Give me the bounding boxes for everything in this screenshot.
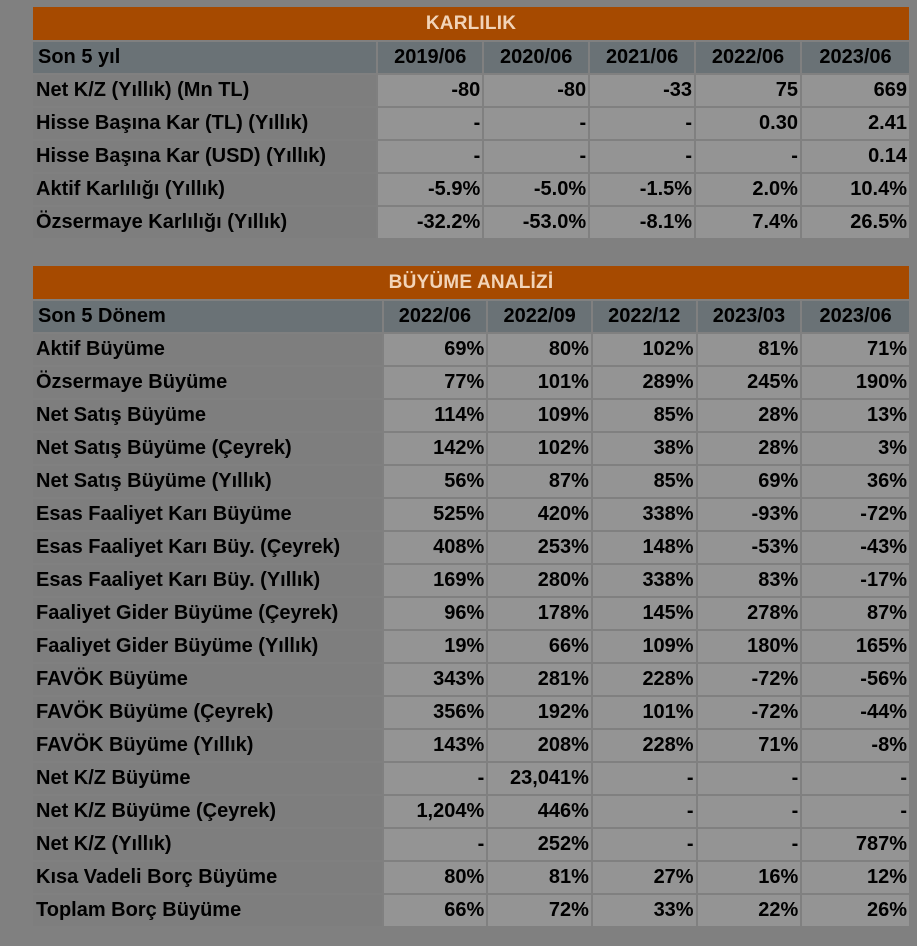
table-row bbox=[33, 207, 909, 238]
row-label: Esas Faaliyet Karı Büy. (Yıllık) bbox=[33, 565, 382, 596]
row-label: Net K/Z (Yıllık) bbox=[33, 829, 382, 860]
cell-value: 26% bbox=[802, 895, 909, 926]
cell-value: -33 bbox=[590, 75, 694, 106]
table-row bbox=[33, 334, 909, 365]
table-row bbox=[33, 75, 909, 106]
cell-value: 22% bbox=[698, 895, 801, 926]
cell-value: 2.0% bbox=[696, 174, 800, 205]
table-row bbox=[33, 631, 909, 662]
cell-value: -80 bbox=[378, 75, 482, 106]
row-label: FAVÖK Büyüme bbox=[33, 664, 382, 695]
cell-value: 71% bbox=[802, 334, 909, 365]
row-label: Net K/Z Büyüme bbox=[33, 763, 382, 794]
row-label: Özsermaye Büyüme bbox=[33, 367, 382, 398]
karlilik-column-header: 2019/06 bbox=[378, 42, 482, 73]
table-row bbox=[33, 174, 909, 205]
buyume-table bbox=[31, 299, 911, 928]
cell-value: 142% bbox=[384, 433, 487, 464]
cell-value: -72% bbox=[802, 499, 909, 530]
row-label: Aktif Karlılığı (Yıllık) bbox=[33, 174, 376, 205]
cell-value: 75 bbox=[696, 75, 800, 106]
cell-value: -72% bbox=[698, 664, 801, 695]
cell-value: - bbox=[593, 829, 696, 860]
row-label: Özsermaye Karlılığı (Yıllık) bbox=[33, 207, 376, 238]
cell-value: -72% bbox=[698, 697, 801, 728]
cell-value: 83% bbox=[698, 565, 801, 596]
table-row bbox=[33, 367, 909, 398]
cell-value: 143% bbox=[384, 730, 487, 761]
karlilik-title: KARLILIK bbox=[33, 7, 909, 40]
cell-value: 787% bbox=[802, 829, 909, 860]
cell-value: - bbox=[698, 763, 801, 794]
cell-value: 26.5% bbox=[802, 207, 909, 238]
cell-value: 281% bbox=[488, 664, 591, 695]
cell-value: 228% bbox=[593, 730, 696, 761]
cell-value: 446% bbox=[488, 796, 591, 827]
table-row bbox=[33, 829, 909, 860]
buyume-column-header: 2022/12 bbox=[593, 301, 696, 332]
cell-value: 2.41 bbox=[802, 108, 909, 139]
buyume-title: BÜYÜME ANALİZİ bbox=[33, 266, 909, 299]
cell-value: 66% bbox=[488, 631, 591, 662]
cell-value: - bbox=[696, 141, 800, 172]
row-label: Esas Faaliyet Karı Büyüme bbox=[33, 499, 382, 530]
cell-value: 145% bbox=[593, 598, 696, 629]
cell-value: 72% bbox=[488, 895, 591, 926]
cell-value: -56% bbox=[802, 664, 909, 695]
cell-value: - bbox=[698, 796, 801, 827]
karlilik-panel bbox=[33, 7, 909, 240]
cell-value: 33% bbox=[593, 895, 696, 926]
cell-value: - bbox=[593, 763, 696, 794]
cell-value: -44% bbox=[802, 697, 909, 728]
cell-value: - bbox=[590, 108, 694, 139]
cell-value: 13% bbox=[802, 400, 909, 431]
cell-value: 12% bbox=[802, 862, 909, 893]
cell-value: 280% bbox=[488, 565, 591, 596]
cell-value: - bbox=[593, 796, 696, 827]
row-label: Faaliyet Gider Büyüme (Çeyrek) bbox=[33, 598, 382, 629]
cell-value: 289% bbox=[593, 367, 696, 398]
row-label: Faaliyet Gider Büyüme (Yıllık) bbox=[33, 631, 382, 662]
cell-value: 169% bbox=[384, 565, 487, 596]
cell-value: - bbox=[378, 108, 482, 139]
buyume-column-header: 2022/09 bbox=[488, 301, 591, 332]
cell-value: 23,041% bbox=[488, 763, 591, 794]
cell-value: 80% bbox=[488, 334, 591, 365]
table-row bbox=[33, 730, 909, 761]
table-row bbox=[33, 895, 909, 926]
cell-value: 69% bbox=[698, 466, 801, 497]
table-row bbox=[33, 763, 909, 794]
cell-value: 87% bbox=[802, 598, 909, 629]
row-label: Net Satış Büyüme (Çeyrek) bbox=[33, 433, 382, 464]
karlilik-table bbox=[31, 40, 911, 240]
cell-value: 420% bbox=[488, 499, 591, 530]
table-row bbox=[33, 433, 909, 464]
karlilik-header-row bbox=[33, 42, 909, 73]
cell-value: 56% bbox=[384, 466, 487, 497]
cell-value: 87% bbox=[488, 466, 591, 497]
buyume-column-header: 2023/03 bbox=[698, 301, 801, 332]
cell-value: 80% bbox=[384, 862, 487, 893]
cell-value: 343% bbox=[384, 664, 487, 695]
row-label: Net Satış Büyüme (Yıllık) bbox=[33, 466, 382, 497]
row-label: Esas Faaliyet Karı Büy. (Çeyrek) bbox=[33, 532, 382, 563]
cell-value: 77% bbox=[384, 367, 487, 398]
cell-value: - bbox=[484, 108, 588, 139]
row-label: FAVÖK Büyüme (Yıllık) bbox=[33, 730, 382, 761]
cell-value: 0.14 bbox=[802, 141, 909, 172]
cell-value: 180% bbox=[698, 631, 801, 662]
cell-value: 109% bbox=[488, 400, 591, 431]
table-row bbox=[33, 697, 909, 728]
cell-value: 36% bbox=[802, 466, 909, 497]
cell-value: 0.30 bbox=[696, 108, 800, 139]
cell-value: 1,204% bbox=[384, 796, 487, 827]
cell-value: 669 bbox=[802, 75, 909, 106]
cell-value: -5.0% bbox=[484, 174, 588, 205]
cell-value: 178% bbox=[488, 598, 591, 629]
cell-value: 356% bbox=[384, 697, 487, 728]
cell-value: 71% bbox=[698, 730, 801, 761]
cell-value: 408% bbox=[384, 532, 487, 563]
cell-value: -43% bbox=[802, 532, 909, 563]
row-label: Net K/Z Büyüme (Çeyrek) bbox=[33, 796, 382, 827]
cell-value: 190% bbox=[802, 367, 909, 398]
cell-value: 208% bbox=[488, 730, 591, 761]
table-row bbox=[33, 862, 909, 893]
cell-value: 101% bbox=[593, 697, 696, 728]
cell-value: -1.5% bbox=[590, 174, 694, 205]
cell-value: 101% bbox=[488, 367, 591, 398]
buyume-panel bbox=[33, 266, 909, 928]
cell-value: 19% bbox=[384, 631, 487, 662]
table-row bbox=[33, 565, 909, 596]
cell-value: 192% bbox=[488, 697, 591, 728]
table-row bbox=[33, 141, 909, 172]
karlilik-header-label: Son 5 yıl bbox=[33, 42, 376, 73]
cell-value: - bbox=[698, 829, 801, 860]
table-row bbox=[33, 796, 909, 827]
table-row bbox=[33, 108, 909, 139]
cell-value: 109% bbox=[593, 631, 696, 662]
cell-value: -32.2% bbox=[378, 207, 482, 238]
buyume-header-label: Son 5 Dönem bbox=[33, 301, 382, 332]
cell-value: 28% bbox=[698, 433, 801, 464]
cell-value: -5.9% bbox=[378, 174, 482, 205]
karlilik-column-header: 2021/06 bbox=[590, 42, 694, 73]
cell-value: 102% bbox=[593, 334, 696, 365]
row-label: Net Satış Büyüme bbox=[33, 400, 382, 431]
row-label: Toplam Borç Büyüme bbox=[33, 895, 382, 926]
cell-value: 228% bbox=[593, 664, 696, 695]
row-label: FAVÖK Büyüme (Çeyrek) bbox=[33, 697, 382, 728]
cell-value: - bbox=[384, 829, 487, 860]
cell-value: 252% bbox=[488, 829, 591, 860]
cell-value: 338% bbox=[593, 565, 696, 596]
cell-value: 525% bbox=[384, 499, 487, 530]
cell-value: 85% bbox=[593, 400, 696, 431]
cell-value: - bbox=[384, 763, 487, 794]
row-label: Aktif Büyüme bbox=[33, 334, 382, 365]
cell-value: - bbox=[590, 141, 694, 172]
cell-value: 278% bbox=[698, 598, 801, 629]
cell-value: 7.4% bbox=[696, 207, 800, 238]
row-label: Hisse Başına Kar (TL) (Yıllık) bbox=[33, 108, 376, 139]
cell-value: -53% bbox=[698, 532, 801, 563]
cell-value: 81% bbox=[488, 862, 591, 893]
karlilik-column-header: 2023/06 bbox=[802, 42, 909, 73]
cell-value: - bbox=[378, 141, 482, 172]
buyume-column-header: 2022/06 bbox=[384, 301, 487, 332]
cell-value: 165% bbox=[802, 631, 909, 662]
cell-value: 253% bbox=[488, 532, 591, 563]
cell-value: 245% bbox=[698, 367, 801, 398]
cell-value: 28% bbox=[698, 400, 801, 431]
table-row bbox=[33, 400, 909, 431]
cell-value: 69% bbox=[384, 334, 487, 365]
cell-value: 96% bbox=[384, 598, 487, 629]
cell-value: 81% bbox=[698, 334, 801, 365]
row-label: Kısa Vadeli Borç Büyüme bbox=[33, 862, 382, 893]
cell-value: 85% bbox=[593, 466, 696, 497]
cell-value: 16% bbox=[698, 862, 801, 893]
karlilik-column-header: 2020/06 bbox=[484, 42, 588, 73]
cell-value: - bbox=[802, 763, 909, 794]
cell-value: -80 bbox=[484, 75, 588, 106]
cell-value: 66% bbox=[384, 895, 487, 926]
table-row bbox=[33, 499, 909, 530]
row-label: Net K/Z (Yıllık) (Mn TL) bbox=[33, 75, 376, 106]
row-label: Hisse Başına Kar (USD) (Yıllık) bbox=[33, 141, 376, 172]
buyume-column-header: 2023/06 bbox=[802, 301, 909, 332]
cell-value: -8% bbox=[802, 730, 909, 761]
table-row bbox=[33, 598, 909, 629]
cell-value: -93% bbox=[698, 499, 801, 530]
cell-value: 27% bbox=[593, 862, 696, 893]
cell-value: 38% bbox=[593, 433, 696, 464]
buyume-header-row bbox=[33, 301, 909, 332]
table-row bbox=[33, 466, 909, 497]
table-row bbox=[33, 664, 909, 695]
cell-value: 102% bbox=[488, 433, 591, 464]
cell-value: - bbox=[802, 796, 909, 827]
cell-value: 114% bbox=[384, 400, 487, 431]
table-row bbox=[33, 532, 909, 563]
cell-value: 10.4% bbox=[802, 174, 909, 205]
cell-value: -17% bbox=[802, 565, 909, 596]
cell-value: -8.1% bbox=[590, 207, 694, 238]
cell-value: - bbox=[484, 141, 588, 172]
cell-value: -53.0% bbox=[484, 207, 588, 238]
cell-value: 3% bbox=[802, 433, 909, 464]
cell-value: 338% bbox=[593, 499, 696, 530]
karlilik-column-header: 2022/06 bbox=[696, 42, 800, 73]
cell-value: 148% bbox=[593, 532, 696, 563]
